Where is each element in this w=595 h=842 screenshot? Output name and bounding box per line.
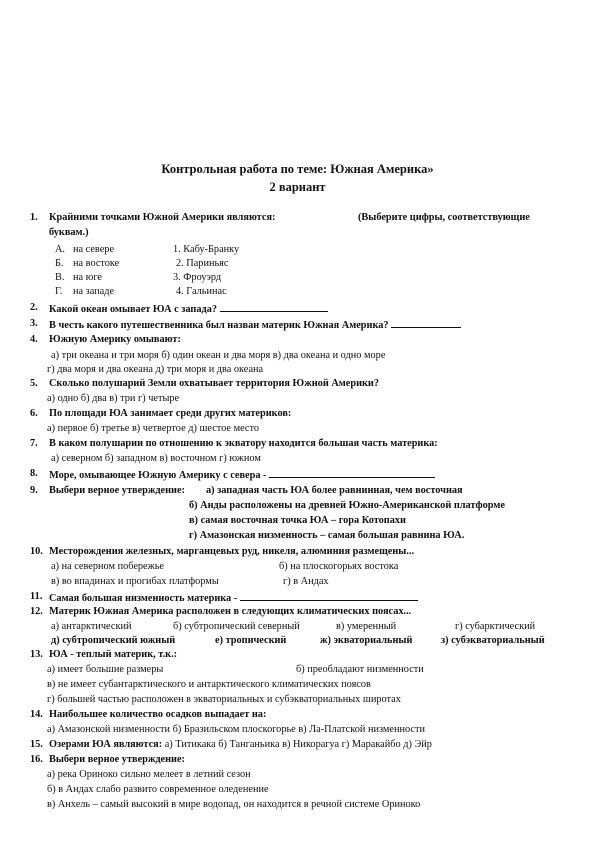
q5-number: 5. <box>30 378 38 389</box>
q1-number: 1. <box>30 212 38 223</box>
q1-point: 2. Париньяс <box>176 258 229 269</box>
q14-text: Наибольшее количество осадков выпадает на: <box>49 709 267 720</box>
q12-option: б) субтропический северный <box>173 621 300 632</box>
q14-number: 14. <box>30 709 43 720</box>
q10-option: в) во впадинах и прогибах платформы <box>51 576 219 587</box>
q13-option: г) большей частью расположен в экваториальных и субэкваториальных широтах <box>47 694 401 705</box>
q10-number: 10. <box>30 546 43 557</box>
q13-text: ЮА - теплый материк, т.к.: <box>49 649 178 660</box>
q16-option: в) Анхель – самый высокий в мире водопад, он находится в речной системе Ориноко <box>47 799 421 810</box>
q9-text: Выбери верное утверждение: <box>49 485 185 496</box>
q11-number: 11. <box>30 591 43 602</box>
q1-text-left: Крайними точками Южной Америки являются: <box>49 212 276 223</box>
q15-text: Озерами ЮА являются: а) Титикака б) Танганьика в) Никорагуа г) Маракайбо д) Эйр <box>49 739 432 750</box>
q1-letter: Г. <box>55 286 63 297</box>
q3-text: В честь какого путешественника был назван материк Южная Америка? <box>49 318 461 332</box>
q1-letter: В. <box>55 272 65 283</box>
q7-text: В каком полушарии по отношению к экватору находится большая часть материка: <box>49 438 438 449</box>
q12-option: ж) экваториальный <box>320 635 413 646</box>
q1-direction: на севере <box>73 244 115 255</box>
q1-direction: на западе <box>73 286 115 297</box>
q9-option: а) западная часть ЮА более равнинная, чем восточная <box>206 485 463 496</box>
q1-point: 4. Гальинас <box>176 286 227 297</box>
q14-answers: а) Амазонской низменности б) Бразильском плоскогорье в) Ла-Платской низменности <box>47 724 425 735</box>
q1-direction: на востоке <box>73 258 120 269</box>
q10-option: а) на северном побережье <box>51 561 164 572</box>
q3-number: 3. <box>30 318 38 329</box>
q12-number: 12. <box>30 606 43 617</box>
q16-option: а) река Ориноко сильно мелеет в летний сезон <box>47 769 251 780</box>
answer-blank[interactable] <box>220 302 328 312</box>
q9-option: г) Амазонская низменность – самая большая равнина ЮА. <box>189 530 465 541</box>
q1-text-cont: буквам.) <box>49 227 89 238</box>
q16-number: 16. <box>30 754 43 765</box>
q10-option: г) в Андах <box>283 576 329 587</box>
q5-text: Сколько полушарий Земли охватывает территория Южной Америки? <box>49 378 380 389</box>
q12-option: а) антарктический <box>51 621 132 632</box>
q9-option: в) самая восточная точка ЮА – гора Котопахи <box>189 515 406 526</box>
q1-letter: Б. <box>55 258 64 269</box>
q1-letter: А. <box>55 244 66 255</box>
q9-option: б) Анды расположены на древней Южно-Американской платформе <box>189 500 505 511</box>
q1-point: 3. Фроуэрд <box>173 272 222 283</box>
q1-direction: на юге <box>73 272 103 283</box>
q1-point: 1. Кабу-Бранку <box>173 244 240 255</box>
q11-text: Самая большая низменность материка - <box>49 591 418 605</box>
q1-text-right: (Выберите цифры, соответствующие <box>358 212 530 223</box>
q10-text: Месторождения железных, марганцевых руд, никеля, алюминия размещены... <box>49 546 415 557</box>
answer-blank[interactable] <box>240 591 418 601</box>
q15-number: 15. <box>30 739 43 750</box>
variant-label: 2 вариант <box>269 180 326 194</box>
q2-text: Какой океан омывает ЮА с запада? <box>49 302 328 316</box>
q12-option: з) субэкваториальный <box>441 635 545 646</box>
q6-text: По площади ЮА занимает среди других материков: <box>49 408 292 419</box>
q16-text: Выбери верное утверждение: <box>49 754 185 765</box>
q2-number: 2. <box>30 302 38 313</box>
q12-option: д) субтропический южный <box>51 635 176 646</box>
q4-answers-line2: г) два моря и два океана д) три моря и два океана <box>47 364 264 375</box>
q4-number: 4. <box>30 334 38 345</box>
q7-number: 7. <box>30 438 38 449</box>
q8-number: 8. <box>30 468 38 479</box>
q12-option: е) тропический <box>215 635 287 646</box>
q8-text: Море, омывающее Южную Америку с севера - <box>49 468 435 482</box>
q10-option: б) на плоскогорьях востока <box>279 561 399 572</box>
q4-answers-line1: а) три океана и три моря б) один океан и два моря в) два океана и одно море <box>51 350 386 361</box>
answer-blank[interactable] <box>391 318 461 328</box>
answer-blank[interactable] <box>269 468 435 478</box>
q12-option: г) субарктический <box>455 621 536 632</box>
q4-text: Южную Америку омывают: <box>49 334 181 345</box>
q7-answers: а) северном б) западном в) восточном г) южном <box>51 453 261 464</box>
q9-number: 9. <box>30 485 38 496</box>
q13-number: 13. <box>30 649 43 660</box>
q12-text: Материк Южная Америка расположен в следующих климатических поясах... <box>49 606 412 617</box>
q13-option: в) не имеет субантарктического и антарктического климатических поясов <box>47 679 371 690</box>
worksheet-title: Контрольная работа по теме: Южная Америка» <box>161 162 434 176</box>
q5-answers: а) одно б) два в) три г) четыре <box>47 393 180 404</box>
q13-option: б) преобладают низменности <box>296 664 424 675</box>
q13-option: а) имеет большие размеры <box>47 664 164 675</box>
q16-option: б) в Андах слабо развито современное оледенение <box>47 784 269 795</box>
q6-number: 6. <box>30 408 38 419</box>
q12-option: в) умеренный <box>336 621 397 632</box>
q6-answers: а) первое б) третье в) четвертое д) шестое место <box>47 423 259 434</box>
